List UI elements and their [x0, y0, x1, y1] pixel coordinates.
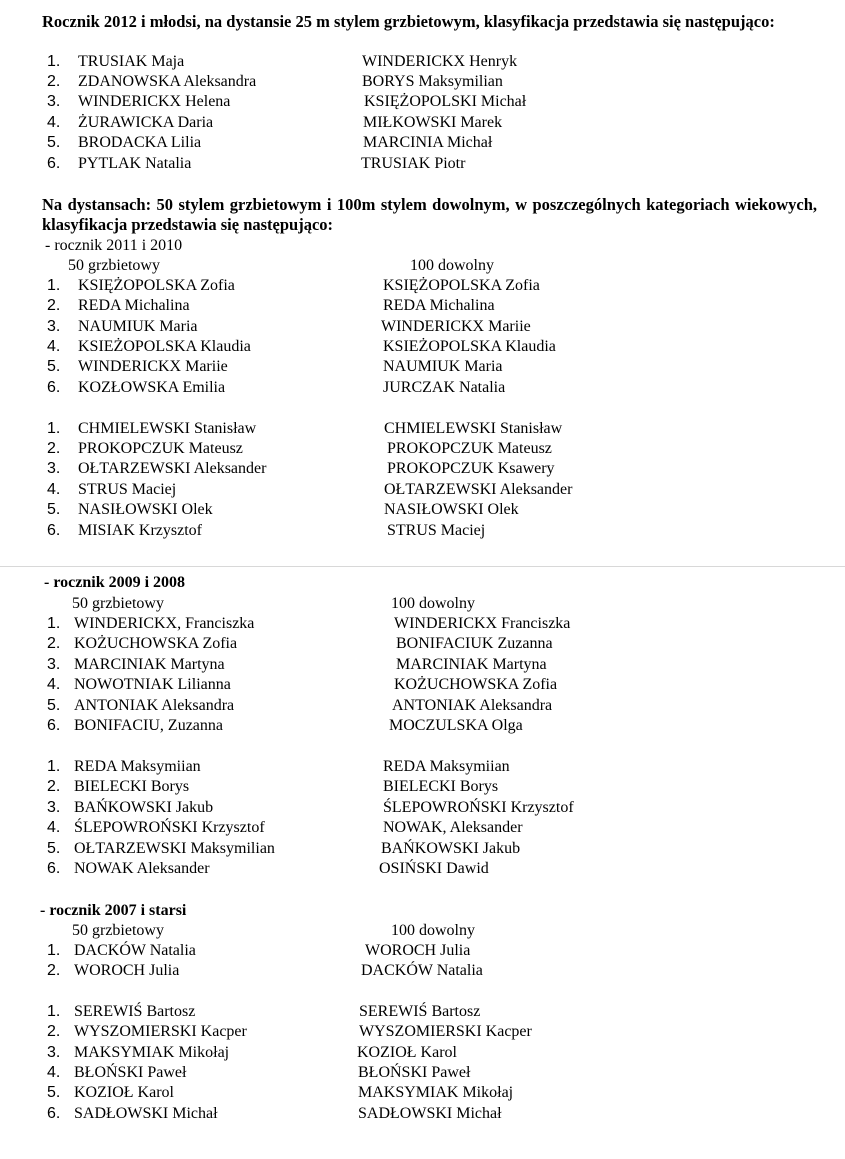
backstroke-50-header: 50 grzbietowy: [72, 922, 164, 939]
rank-number: 5.: [47, 840, 61, 857]
girl-name: ZDANOWSKA Aleksandra: [78, 73, 257, 90]
girl-name: BRODACKA Lilia: [78, 134, 202, 151]
result-row: [0, 317, 845, 337]
rank-number: 5.: [47, 358, 61, 375]
rank-number: 3.: [47, 799, 61, 816]
boy-name: WINDERICKX Henryk: [362, 53, 518, 70]
freestyle-name: REDA Michalina: [383, 297, 495, 314]
result-row: [0, 1083, 845, 1103]
rank-number: 3.: [47, 460, 61, 477]
freestyle-name: BŁOŃSKI Paweł: [358, 1064, 471, 1081]
girl-name: TRUSIAK Maja: [78, 53, 185, 70]
rank-number: 1.: [47, 53, 61, 70]
rank-number: 4.: [47, 114, 61, 131]
freestyle-name: PROKOPCZUK Ksawery: [387, 460, 555, 477]
result-row: [0, 961, 845, 981]
result-row: [0, 716, 845, 736]
result-row: [0, 521, 845, 541]
result-row: [0, 480, 845, 500]
rank-number: 1.: [47, 758, 61, 775]
freestyle-name: BONIFACIUK Zuzanna: [396, 635, 553, 652]
result-row: [0, 614, 845, 634]
rank-number: 2.: [47, 962, 61, 979]
freestyle-name: ŚLEPOWROŃSKI Krzysztof: [383, 799, 574, 816]
backstroke-name: NAUMIUK Maria: [78, 318, 198, 335]
result-row: [0, 1104, 845, 1124]
rank-number: 3.: [47, 318, 61, 335]
result-row: [0, 818, 845, 838]
freestyle-name: SEREWIŚ Bartosz: [359, 1003, 481, 1020]
result-row: [0, 72, 845, 92]
backstroke-name: KOZIOŁ Karol: [74, 1084, 174, 1101]
rank-number: 5.: [47, 697, 61, 714]
freestyle-100-header: 100 dowolny: [391, 922, 475, 939]
backstroke-name: MARCINIAK Martyna: [74, 656, 225, 673]
backstroke-name: REDA Maksymiian: [74, 758, 201, 775]
freestyle-name: STRUS Maciej: [387, 522, 486, 539]
category-heading: - rocznik 2011 i 2010: [45, 237, 183, 254]
rank-number: 6.: [47, 717, 61, 734]
rank-number: 3.: [47, 1044, 61, 1061]
result-row: [0, 357, 845, 377]
freestyle-name: OSIŃSKI Dawid: [379, 860, 489, 877]
backstroke-name: REDA Michalina: [78, 297, 190, 314]
backstroke-name: ŚLEPOWROŃSKI Krzysztof: [74, 819, 265, 836]
result-row: [0, 296, 845, 316]
freestyle-100-header: 100 dowolny: [391, 595, 475, 612]
backstroke-name: KOŻUCHOWSKA Zofia: [74, 635, 238, 652]
rank-number: 5.: [47, 1084, 61, 1101]
backstroke-name: CHMIELEWSKI Stanisław: [78, 420, 257, 437]
result-row: [0, 133, 845, 153]
result-row: [0, 500, 845, 520]
result-row: [0, 655, 845, 675]
backstroke-name: WINDERICKX Mariie: [78, 358, 228, 375]
result-row: [0, 419, 845, 439]
result-row: [0, 839, 845, 859]
rank-number: 3.: [47, 656, 61, 673]
freestyle-name: SADŁOWSKI Michał: [358, 1105, 502, 1122]
result-row: [0, 154, 845, 174]
result-row: [0, 378, 845, 398]
freestyle-name: BAŃKOWSKI Jakub: [381, 840, 521, 857]
freestyle-name: NAUMIUK Maria: [383, 358, 503, 375]
categories-paragraph: Na dystansach: 50 stylem grzbietowym i 100m stylem dowolnym, w poszczególnych kategoriach wiekowych, klasyfikacja przedstawia się następująco:: [42, 195, 817, 234]
backstroke-name: WYSZOMIERSKI Kacper: [74, 1023, 247, 1040]
backstroke-name: NOWAK Aleksander: [74, 860, 210, 877]
backstroke-name: PROKOPCZUK Mateusz: [78, 440, 243, 457]
result-row: [0, 941, 845, 961]
boy-name: MARCINIA Michał: [363, 134, 493, 151]
boy-name: BORYS Maksymilian: [362, 73, 503, 90]
freestyle-name: NASIŁOWSKI Olek: [384, 501, 519, 518]
freestyle-name: KOŻUCHOWSKA Zofia: [394, 676, 558, 693]
freestyle-name: MARCINIAK Martyna: [396, 656, 547, 673]
boy-name: TRUSIAK Piotr: [361, 155, 466, 172]
result-row: [0, 634, 845, 654]
freestyle-name: MOCZULSKA Olga: [389, 717, 523, 734]
freestyle-100-header: 100 dowolny: [410, 257, 494, 274]
backstroke-name: OŁTARZEWSKI Maksymilian: [74, 840, 275, 857]
rank-number: 6.: [47, 522, 61, 539]
freestyle-name: WINDERICKX Franciszka: [394, 615, 571, 632]
category-heading: - rocznik 2009 i 2008: [44, 574, 186, 591]
rank-number: 1.: [47, 1003, 61, 1020]
freestyle-name: DACKÓW Natalia: [361, 962, 483, 979]
rank-number: 6.: [47, 379, 61, 396]
backstroke-50-header: 50 grzbietowy: [72, 595, 164, 612]
freestyle-name: WYSZOMIERSKI Kacper: [359, 1023, 532, 1040]
freestyle-name: REDA Maksymiian: [383, 758, 510, 775]
rank-number: 4.: [47, 338, 61, 355]
result-row: [0, 757, 845, 777]
freestyle-name: MAKSYMIAK Mikołaj: [358, 1084, 514, 1101]
freestyle-name: KSIĘŻOPOLSKA Zofia: [383, 277, 540, 294]
backstroke-name: KOZŁOWSKA Emilia: [78, 379, 226, 396]
backstroke-name: MAKSYMIAK Mikołaj: [74, 1044, 230, 1061]
backstroke-name: OŁTARZEWSKI Aleksander: [78, 460, 267, 477]
rank-number: 5.: [47, 501, 61, 518]
rank-number: 4.: [47, 1064, 61, 1081]
result-row: [0, 459, 845, 479]
backstroke-name: NASIŁOWSKI Olek: [78, 501, 213, 518]
rank-number: 5.: [47, 134, 61, 151]
result-row: [0, 1063, 845, 1083]
rank-number: 6.: [47, 1105, 61, 1122]
freestyle-name: ANTONIAK Aleksandra: [392, 697, 553, 714]
freestyle-name: KSIEŻOPOLSKA Klaudia: [383, 338, 556, 355]
result-row: [0, 52, 845, 72]
girl-name: ŻURAWICKA Daria: [78, 114, 214, 131]
backstroke-name: MISIAK Krzysztof: [78, 522, 202, 539]
rank-number: 2.: [47, 440, 61, 457]
rank-number: 1.: [47, 942, 61, 959]
freestyle-name: JURCZAK Natalia: [383, 379, 506, 396]
backstroke-name: KSIEŻOPOLSKA Klaudia: [78, 338, 251, 355]
backstroke-name: ANTONIAK Aleksandra: [74, 697, 235, 714]
girl-name: WINDERICKX Helena: [78, 93, 231, 110]
rank-number: 1.: [47, 277, 61, 294]
freestyle-name: BIELECKI Borys: [383, 778, 499, 795]
backstroke-name: NOWOTNIAK Lilianna: [74, 676, 231, 693]
rank-number: 4.: [47, 819, 61, 836]
girl-name: PYTLAK Natalia: [78, 155, 192, 172]
rank-number: 2.: [47, 297, 61, 314]
backstroke-name: WINDERICKX, Franciszka: [74, 615, 255, 632]
rank-number: 3.: [47, 93, 61, 110]
category-heading: - rocznik 2007 i starsi: [40, 902, 187, 919]
freestyle-name: NOWAK, Aleksander: [383, 819, 523, 836]
result-row: [0, 113, 845, 133]
result-row: [0, 696, 845, 716]
rank-number: 2.: [47, 73, 61, 90]
result-row: [0, 777, 845, 797]
result-row: [0, 859, 845, 879]
result-row: [0, 276, 845, 296]
freestyle-name: WOROCH Julia: [365, 942, 471, 959]
rank-number: 2.: [47, 635, 61, 652]
result-row: [0, 675, 845, 695]
backstroke-name: SADŁOWSKI Michał: [74, 1105, 218, 1122]
rank-number: 2.: [47, 778, 61, 795]
boy-name: KSIĘŻOPOLSKI Michał: [364, 93, 527, 110]
backstroke-name: STRUS Maciej: [78, 481, 177, 498]
freestyle-name: OŁTARZEWSKI Aleksander: [384, 481, 573, 498]
backstroke-name: DACKÓW Natalia: [74, 942, 196, 959]
rank-number: 1.: [47, 420, 61, 437]
result-row: [0, 337, 845, 357]
result-row: [0, 1022, 845, 1042]
freestyle-name: CHMIELEWSKI Stanisław: [384, 420, 563, 437]
rank-number: 6.: [47, 860, 61, 877]
freestyle-name: WINDERICKX Mariie: [381, 318, 531, 335]
result-row: [0, 1002, 845, 1022]
backstroke-name: BONIFACIU, Zuzanna: [74, 717, 224, 734]
backstroke-name: SEREWIŚ Bartosz: [74, 1003, 196, 1020]
backstroke-name: WOROCH Julia: [74, 962, 180, 979]
result-row: [0, 439, 845, 459]
backstroke-name: BIELECKI Borys: [74, 778, 190, 795]
rank-number: 1.: [47, 615, 61, 632]
rank-number: 6.: [47, 155, 61, 172]
rank-number: 4.: [47, 481, 61, 498]
page-break-divider: [0, 566, 845, 567]
result-row: [0, 1043, 845, 1063]
intro-paragraph: Rocznik 2012 i młodsi, na dystansie 25 m stylem grzbietowym, klasyfikacja przedstawia się następująco:: [42, 12, 775, 31]
backstroke-name: BAŃKOWSKI Jakub: [74, 799, 214, 816]
freestyle-name: KOZIOŁ Karol: [357, 1044, 457, 1061]
result-row: [0, 92, 845, 112]
rank-number: 4.: [47, 676, 61, 693]
boy-name: MIŁKOWSKI Marek: [363, 114, 503, 131]
freestyle-name: PROKOPCZUK Mateusz: [387, 440, 552, 457]
result-row: [0, 798, 845, 818]
rank-number: 2.: [47, 1023, 61, 1040]
backstroke-50-header: 50 grzbietowy: [68, 257, 160, 274]
backstroke-name: KSIĘŻOPOLSKA Zofia: [78, 277, 235, 294]
backstroke-name: BŁOŃSKI Paweł: [74, 1064, 187, 1081]
